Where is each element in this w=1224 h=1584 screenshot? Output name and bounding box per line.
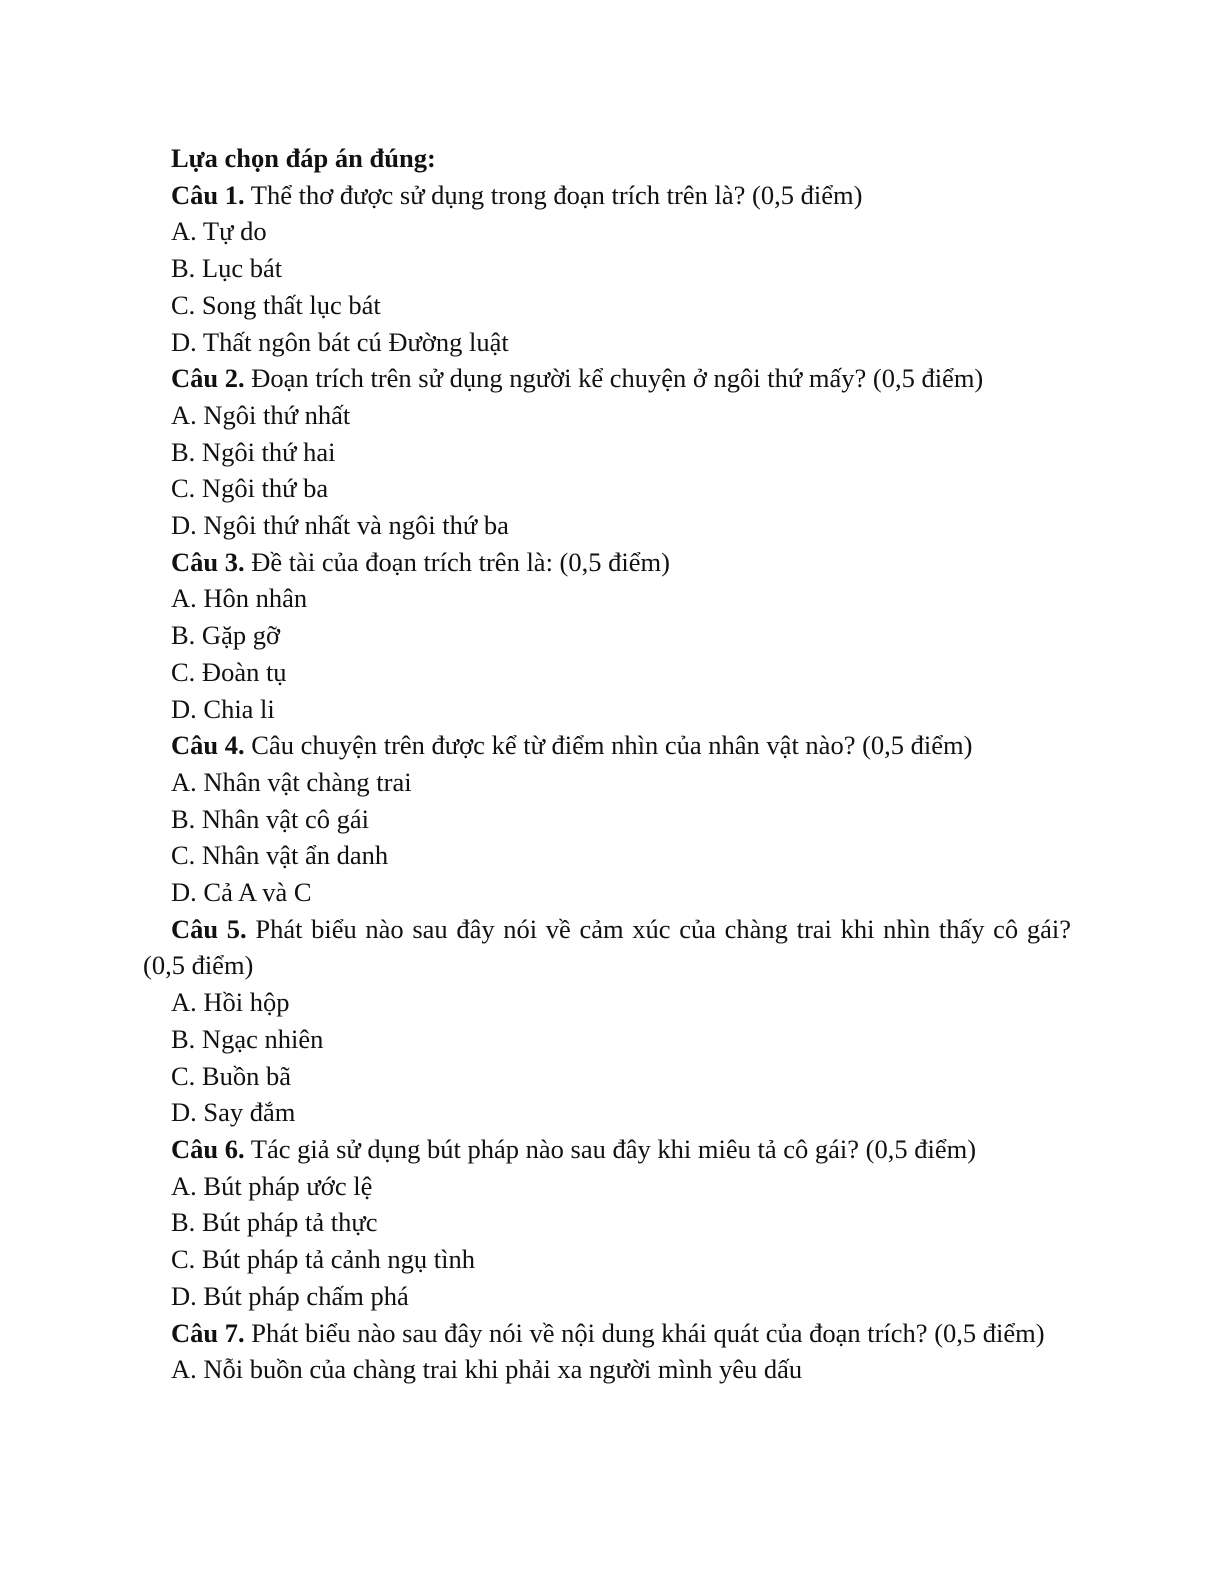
option-d: D. Thất ngôn bát cú Đường luật (171, 326, 509, 357)
question-label: Câu 4. (171, 730, 245, 761)
question-1-prompt (143, 177, 1071, 214)
question-label: Câu 1. (171, 179, 245, 210)
option-a: A. Tự do (171, 216, 267, 247)
option-b: B. Bút pháp tả thực (171, 1207, 378, 1238)
question-label: Câu 2. (171, 363, 245, 394)
question-label: Câu 6. (171, 1133, 245, 1164)
question-2 (143, 360, 1071, 544)
question-text: Câu chuyện trên được kể từ điểm nhìn của nhân vật nào? (0,5 điểm) (244, 730, 973, 761)
option-a: A. Ngôi thứ nhất (171, 399, 351, 430)
question-label: Câu 5. (171, 913, 247, 944)
page-heading: Lựa chọn đáp án đúng: (171, 143, 436, 173)
question-text: Phát biểu nào sau đây nói về nội dung khái quát của đoạn trích? (0,5 điểm) (244, 1317, 1045, 1348)
option-b: B. Ngôi thứ hai (171, 436, 336, 467)
option-c: C. Bút pháp tả cảnh ngụ tình (171, 1244, 475, 1275)
question-text: Thể thơ được sử dụng trong đoạn trích trên là? (0,5 điểm) (244, 179, 863, 210)
option-a: A. Hồi hộp (171, 987, 290, 1018)
question-7 (143, 1315, 1071, 1388)
question-5 (143, 911, 1071, 1131)
option-c: C. Nhân vật ẩn danh (171, 840, 389, 871)
question-label: Câu 7. (171, 1317, 245, 1348)
option-d: D. Chia li (171, 693, 275, 724)
question-2-prompt (143, 360, 1071, 397)
question-6-prompt (143, 1131, 1071, 1168)
option-a: A. Nỗi buồn của chàng trai khi phải xa người mình yêu dấu (171, 1354, 803, 1385)
document-page (143, 140, 1071, 1388)
question-text: Đề tài của đoạn trích trên là: (0,5 điểm) (244, 546, 670, 577)
question-text: Tác giả sử dụng bút pháp nào sau đây khi miêu tả cô gái? (0,5 điểm) (244, 1133, 977, 1164)
question-text: Phát biểu nào sau đây nói về cảm xúc của chàng trai khi nhìn thấy cô gái? (0,5 điểm) (143, 913, 1071, 981)
question-7-prompt (143, 1315, 1071, 1352)
option-b: B. Lục bát (171, 253, 283, 284)
question-4 (143, 727, 1071, 911)
option-a: A. Bút pháp ước lệ (171, 1170, 373, 1201)
question-text: Đoạn trích trên sử dụng người kể chuyện ở ngôi thứ mấy? (0,5 điểm) (244, 363, 984, 394)
option-b: B. Ngạc nhiên (171, 1023, 324, 1054)
question-label: Câu 3. (171, 546, 245, 577)
option-c: C. Buồn bã (171, 1060, 291, 1091)
option-a: A. Hôn nhân (171, 583, 308, 614)
question-3-prompt (143, 544, 1071, 581)
question-1 (143, 177, 1071, 361)
option-b: B. Nhân vật cô gái (171, 803, 369, 834)
option-d: D. Cả A và C (171, 877, 312, 908)
option-c: C. Song thất lục bát (171, 289, 381, 320)
question-5-prompt (143, 911, 1071, 984)
option-a: A. Nhân vật chàng trai (171, 766, 412, 797)
option-c: C. Ngôi thứ ba (171, 473, 329, 504)
option-d: D. Say đắm (171, 1097, 296, 1128)
option-d: D. Ngôi thứ nhất và ngôi thứ ba (171, 510, 509, 541)
question-4-prompt (143, 727, 1071, 764)
option-c: C. Đoàn tụ (171, 656, 287, 687)
question-3 (143, 544, 1071, 728)
question-6 (143, 1131, 1071, 1315)
option-b: B. Gặp gỡ (171, 620, 280, 651)
option-d: D. Bút pháp chấm phá (171, 1280, 409, 1311)
